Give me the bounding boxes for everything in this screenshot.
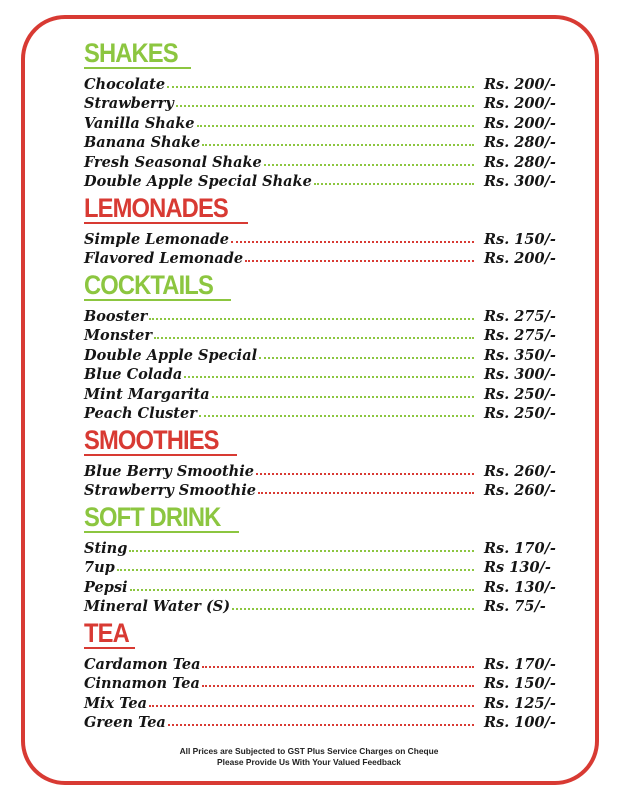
menu-item-name: Green Tea bbox=[84, 714, 166, 731]
dotted-leader bbox=[184, 376, 474, 378]
dotted-leader bbox=[117, 569, 474, 571]
dotted-leader bbox=[212, 396, 474, 398]
section-items bbox=[84, 460, 556, 499]
section-items bbox=[84, 537, 556, 615]
dotted-leader bbox=[199, 415, 474, 417]
dotted-leader bbox=[202, 144, 474, 146]
dotted-leader bbox=[168, 724, 474, 726]
menu-list bbox=[84, 38, 556, 734]
menu-item bbox=[84, 480, 556, 500]
menu-item bbox=[84, 171, 556, 191]
section-title: COCKTAILS bbox=[84, 270, 213, 300]
menu-item-name: Strawberry bbox=[84, 95, 174, 112]
menu-item bbox=[84, 248, 556, 268]
footer-feedback-note: Please Provide Us With Your Valued Feedback bbox=[217, 757, 401, 767]
dotted-leader bbox=[258, 492, 474, 494]
dotted-leader bbox=[259, 357, 474, 359]
menu-item-price: Rs. 350/- bbox=[484, 346, 556, 364]
menu-item-price: Rs 130/- bbox=[484, 559, 551, 576]
menu-item-price: Rs. 250/- bbox=[484, 405, 556, 422]
menu-item bbox=[84, 151, 556, 171]
section-heading bbox=[84, 618, 135, 653]
menu-item-price: Rs. 75/- bbox=[484, 598, 546, 615]
menu-item-name: Mix Tea bbox=[84, 694, 147, 712]
menu-section bbox=[84, 425, 556, 499]
section-title: TEA bbox=[84, 618, 129, 648]
dotted-leader bbox=[154, 337, 474, 339]
menu-item-name: Chocolate bbox=[84, 75, 166, 93]
menu-item-name: Mint Margarita bbox=[84, 385, 210, 403]
menu-item-name: 7up bbox=[84, 559, 115, 576]
dotted-leader bbox=[232, 608, 474, 610]
dotted-leader bbox=[202, 666, 474, 668]
dotted-leader bbox=[167, 86, 474, 88]
menu-item-price: Rs. 260/- bbox=[484, 462, 556, 480]
menu-item-name: Double Apple Special Shake bbox=[84, 173, 312, 190]
menu-item-price: Rs. 200/- bbox=[484, 95, 556, 112]
menu-item-name: Simple Lemonade bbox=[84, 230, 229, 248]
menu-item bbox=[84, 712, 556, 732]
menu-item-name: Monster bbox=[84, 327, 152, 344]
menu-item bbox=[84, 73, 556, 93]
menu-item bbox=[84, 305, 556, 325]
menu-item-price: Rs. 275/- bbox=[484, 307, 556, 325]
section-heading bbox=[84, 502, 239, 537]
menu-item bbox=[84, 325, 556, 345]
menu-item-price: Rs. 275/- bbox=[484, 327, 556, 344]
dotted-leader bbox=[256, 473, 474, 475]
dotted-leader bbox=[149, 318, 474, 320]
section-items bbox=[84, 305, 556, 422]
menu-item bbox=[84, 403, 556, 423]
menu-item bbox=[84, 132, 556, 152]
menu-item bbox=[84, 364, 556, 384]
menu-item-name: Sting bbox=[84, 539, 128, 557]
menu-item-name: Booster bbox=[84, 307, 148, 325]
menu-item-name: Flavored Lemonade bbox=[84, 250, 244, 267]
menu-section bbox=[84, 502, 556, 615]
menu-section bbox=[84, 38, 556, 190]
menu-item-price: Rs. 200/- bbox=[484, 114, 556, 132]
menu-item-price: Rs. 100/- bbox=[484, 714, 556, 731]
menu-section bbox=[84, 193, 556, 267]
menu-item-price: Rs. 170/- bbox=[484, 539, 556, 557]
menu-item bbox=[84, 692, 556, 712]
menu-section bbox=[84, 270, 556, 422]
dotted-leader bbox=[176, 105, 474, 107]
menu-item bbox=[84, 460, 556, 480]
menu-item-name: Fresh Seasonal Shake bbox=[84, 153, 262, 171]
section-items bbox=[84, 228, 556, 267]
menu-item bbox=[84, 596, 550, 616]
menu-item bbox=[84, 93, 556, 113]
menu-item-name: Cardamon Tea bbox=[84, 655, 201, 673]
menu-item-price: Rs. 300/- bbox=[484, 173, 556, 190]
dotted-leader bbox=[197, 125, 474, 127]
menu-item-price: Rs. 280/- bbox=[484, 134, 556, 151]
menu-item-name: Strawberry Smoothie bbox=[84, 482, 256, 499]
menu-item-price: Rs. 125/- bbox=[484, 694, 556, 712]
dotted-leader bbox=[130, 589, 474, 591]
section-heading bbox=[84, 270, 231, 305]
dotted-leader bbox=[149, 705, 474, 707]
menu-item-price: Rs. 250/- bbox=[484, 385, 556, 403]
menu-item bbox=[84, 537, 556, 557]
menu-item bbox=[84, 383, 556, 403]
menu-item-price: Rs. 150/- bbox=[484, 230, 556, 248]
menu-item-price: Rs. 200/- bbox=[484, 75, 556, 93]
dotted-leader bbox=[314, 183, 474, 185]
dotted-leader bbox=[264, 164, 474, 166]
footer-gst-note: All Prices are Subjected to GST Plus Service Charges on Cheque bbox=[179, 746, 439, 756]
section-items bbox=[84, 653, 556, 731]
menu-item-price: Rs. 170/- bbox=[484, 655, 556, 673]
dotted-leader bbox=[245, 260, 474, 262]
section-heading bbox=[84, 38, 191, 73]
section-heading bbox=[84, 425, 237, 460]
menu-item-name: Cinnamon Tea bbox=[84, 675, 200, 692]
menu-item-price: Rs. 150/- bbox=[484, 675, 556, 692]
menu-item bbox=[84, 228, 556, 248]
menu-item-price: Rs. 130/- bbox=[484, 578, 556, 596]
section-heading bbox=[84, 193, 248, 228]
menu-item bbox=[84, 673, 556, 693]
section-title: LEMONADES bbox=[84, 193, 228, 223]
dotted-leader bbox=[231, 241, 474, 243]
menu-item-name: Blue Berry Smoothie bbox=[84, 462, 254, 480]
footer-note bbox=[24, 746, 594, 768]
menu-item-price: Rs. 260/- bbox=[484, 482, 556, 499]
section-title: SMOOTHIES bbox=[84, 425, 219, 455]
dotted-leader bbox=[202, 685, 474, 687]
menu-item bbox=[84, 112, 556, 132]
section-title: SHAKES bbox=[84, 38, 178, 68]
section-title: SOFT DRINK bbox=[84, 502, 221, 532]
menu-item-name: Mineral Water (S) bbox=[84, 598, 231, 615]
menu-item-name: Peach Cluster bbox=[84, 405, 197, 422]
menu-item-name: Double Apple Special bbox=[84, 346, 258, 364]
menu-item-name: Vanilla Shake bbox=[84, 114, 195, 132]
menu-item-name: Pepsi bbox=[84, 578, 128, 596]
menu-item-price: Rs. 300/- bbox=[484, 366, 556, 383]
dotted-leader bbox=[129, 550, 474, 552]
menu-section bbox=[84, 618, 556, 731]
menu-item-price: Rs. 280/- bbox=[484, 153, 556, 171]
menu-item bbox=[84, 576, 556, 596]
menu-item bbox=[84, 653, 556, 673]
menu-item-name: Blue Colada bbox=[84, 366, 183, 383]
section-items bbox=[84, 73, 556, 190]
menu-item bbox=[84, 557, 550, 577]
menu-item-price: Rs. 200/- bbox=[484, 250, 556, 267]
menu-item-name: Banana Shake bbox=[84, 134, 201, 151]
menu-item bbox=[84, 344, 556, 364]
